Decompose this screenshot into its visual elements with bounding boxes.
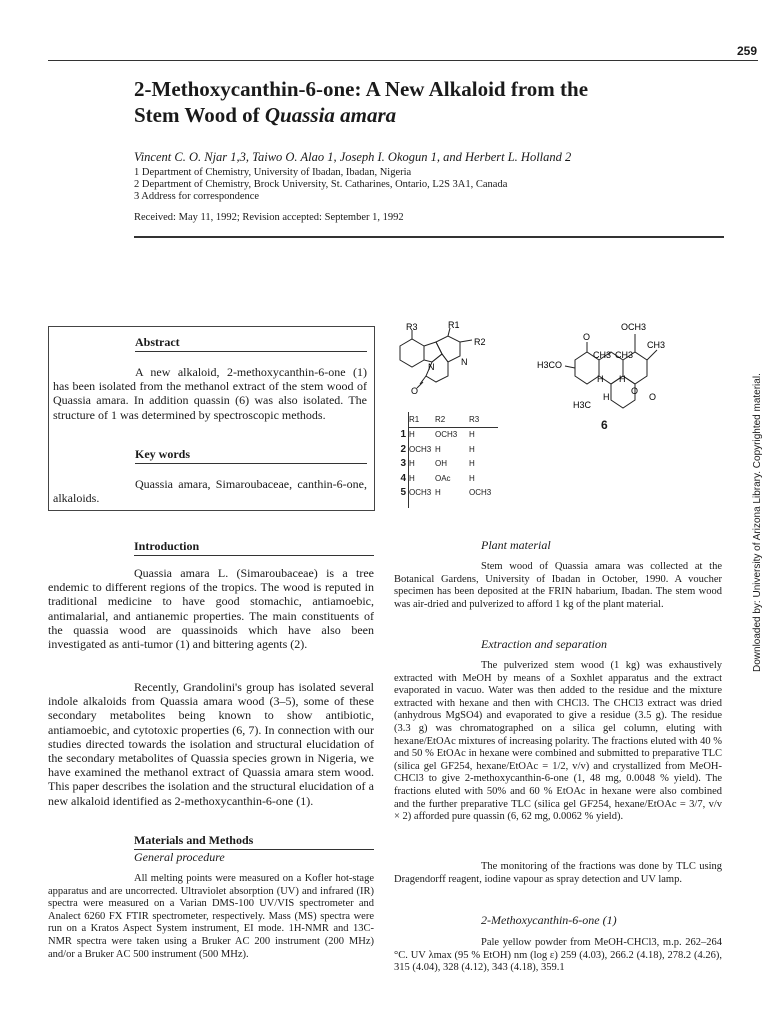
title-line-1: 2-Methoxycanthin-6-one: A New Alkaloid from the — [134, 77, 589, 101]
cell-r2: H — [435, 444, 441, 454]
cell-r2: OCH3 — [435, 430, 458, 440]
general-procedure-text: All melting points were measured on a Kofler hot-stage apparatus and are uncorrected. Ultraviolet absorption (UV) and infrared (IR) spectra were measured on a Varian DMS-100 UV/VIS spectrometer and Analect 6260 FX FTIR spectrometer, respectively. Mass (MS) spectra were run on a Kratos Aspect System instrument, EI mode. 1H-NMR and 13C-NMR spectra were taken using a Bruker AC 200 instrument (200 MHz) and/or a Bruker AC 500 instrument (500 MHz). — [48, 873, 374, 960]
cell-r1: H — [409, 459, 415, 469]
row-number: 3 — [400, 458, 406, 470]
group-ch3-b: CH3 — [615, 350, 634, 360]
introduction-rule — [134, 555, 374, 556]
group-o-lactone: O — [649, 392, 657, 402]
group-h-1: H — [597, 374, 604, 384]
table-header-r3: R3 — [469, 414, 480, 424]
label-r1: R1 — [448, 320, 460, 330]
affiliation-3: 3 Address for correspondence — [134, 191, 260, 202]
cell-r1: H — [409, 430, 415, 440]
extraction-text: The pulverized stem wood (1 kg) was exhaustively extracted with MeOH by means of a Soxhlet apparatus and the extract evaporated in vacuo. Water was then added to the residue and the mixture extracted with hexane and then with CHCl3. The CHCl3 extract was dried (anhydrous MgSO4) and evaporated to give a residue (3.5 g). The residue (3.3 g) was chromatographed on a silica gel column, eluting with hexane/EtOAc mixtures of increasing polarity. The fractions eluted with 40 % and 50 % EtOAc in hexane were combined and submitted to preparative TLC (silica gel GF254, hexane/EtOAc = 1/2, v/v) and crystallized from MeOH-CHCl3 to give 2-methoxycanthin-6-one (1, 48 mg, 0.0048 % yield). The fractions eluted with 50% and 60 % EtOAc in hexane were also combined and the further preparative TLC (silica gel GF254, hexane/EtOAc = 3/7, v/v × 2) afforded pure quassin (6, 62 mg, 0.0062 % yield). — [394, 660, 722, 823]
cell-r1: OCH3 — [409, 488, 432, 498]
page-number: 259 — [737, 44, 758, 58]
cell-r1: OCH3 — [409, 444, 432, 454]
label-r2: R2 — [474, 337, 486, 347]
table-row — [394, 486, 498, 501]
methoxy-bond-a — [565, 366, 575, 368]
table-row — [394, 442, 498, 457]
group-h-3: H — [603, 392, 610, 402]
title-line-2 — [134, 102, 724, 128]
plant-material-heading: Plant material — [481, 538, 551, 552]
label-n-pyridine: N — [461, 357, 468, 367]
compound-heading: 2-Methoxycanthin-6-one (1) — [481, 913, 617, 927]
affiliation-2: 2 Department of Chemistry, Brock University, St. Catharines, Ontario, L2S 3A1, Canada — [134, 179, 508, 190]
keywords-text: Quassia amara, Simaroubaceae, canthin-6-one, alkaloids. — [53, 477, 367, 506]
benzene-ring — [400, 339, 424, 367]
row-number: 5 — [400, 487, 406, 499]
group-h3c: H3C — [573, 400, 592, 410]
title-line-2-plain: Stem Wood of — [134, 103, 265, 127]
cell-r2: OAc — [435, 473, 451, 483]
table-row — [394, 471, 498, 486]
download-notice: Downloaded by: University of Arizona Library. Copyrighted material. — [752, 373, 763, 672]
received-rule — [134, 236, 724, 238]
group-h3co: H3CO — [537, 360, 563, 370]
pyridine-ring — [436, 336, 460, 362]
cell-r3: H — [469, 444, 475, 454]
cell-r3: H — [469, 430, 475, 440]
quassin-structure — [535, 318, 685, 418]
monitoring-text: The monitoring of the fractions was done by TLC using Dragendorff reagent, iodine vapour as spray detection and UV lamp. — [394, 861, 722, 885]
methyl-bond-c — [647, 350, 657, 360]
cell-r2: OH — [435, 459, 447, 469]
substituent-table — [394, 412, 498, 500]
label-r3: R3 — [406, 322, 418, 332]
row-number: 4 — [400, 472, 406, 484]
abstract-heading-rule — [135, 351, 367, 352]
group-och3-top: OCH3 — [621, 322, 647, 332]
authors: Vincent C. O. Njar 1,3, Taiwo O. Alao 1, Joseph I. Okogun 1, and Herbert L. Holland 2 — [134, 150, 572, 164]
label-carbonyl-o: O — [411, 386, 419, 396]
group-o-ring: O — [631, 386, 639, 396]
cell-r3: H — [469, 473, 475, 483]
label-n-indole: N — [428, 362, 435, 372]
received-date: Received: May 11, 1992; Revision accepted: September 1, 1992 — [134, 212, 404, 223]
row-number: 1 — [400, 429, 406, 441]
group-ch3-a: CH3 — [593, 350, 612, 360]
row-number: 2 — [400, 443, 406, 455]
abstract-box — [48, 326, 375, 511]
table-header-r1: R1 — [409, 414, 420, 424]
keywords-heading-rule — [135, 463, 367, 464]
paper-title — [134, 76, 724, 128]
quassin-label: 6 — [601, 418, 608, 432]
table-header-row — [409, 412, 498, 428]
r2-bond — [460, 340, 472, 342]
table-row — [394, 457, 498, 472]
methods-heading: Materials and Methods — [134, 833, 254, 847]
cell-r3: H — [469, 459, 475, 469]
cell-r1: H — [409, 473, 415, 483]
introduction-heading: Introduction — [134, 539, 200, 553]
table-header-r2: R2 — [435, 414, 446, 424]
carbonyl-bond — [420, 376, 426, 384]
general-procedure-heading: General procedure — [134, 850, 225, 864]
pyrrole-ring — [424, 342, 442, 362]
cell-r3: OCH3 — [469, 488, 492, 498]
cell-r2: H — [435, 488, 441, 498]
table-row — [394, 428, 498, 443]
abstract-text: A new alkaloid, 2-methoxycanthin-6-one (1) has been isolated from the methanol extract of the stem wood of Quassia amara. In addition quassin (6) was also isolated. The structure of 1 was determined by spectroscopic methods. — [53, 365, 367, 422]
affiliation-1: 1 Department of Chemistry, University of Ibadan, Ibadan, Nigeria — [134, 167, 412, 178]
title-line-2-italic: Quassia amara — [264, 103, 397, 127]
introduction-paragraph-1: Quassia amara L. (Simaroubaceae) is a tree endemic to different regions of the tropics. The wood is reputed in traditional medicine to have good stomachic, antiamoebic, antimalarial, and antianemic properties. The main constituents of the quassia wood are quassinoids which have also been investigated as anti-tumor (1) and bittering agents (2). — [48, 566, 374, 652]
abstract-heading: Abstract — [135, 335, 180, 349]
group-h-2: H — [619, 374, 626, 384]
canthinone-structure — [390, 318, 502, 410]
plant-material-text: Stem wood of Quassia amara was collected at the Botanical Gardens, University of Ibadan in October, 1990. A voucher specimen has been deposited at the FRIN habarium, Ibadan. The stem wood was air-dried and pulverized to afford 1 kg of the plant material. — [394, 561, 722, 610]
compound-text: Pale yellow powder from MeOH-CHCl3, m.p. 262–264 °C. UV λmax (95 % EtOH) nm (log ε) 259 (4.03), 266.2 (4.18), 278.2 (4.26), 315 (4.04), 328 (4.12), 343 (4.18), 359.1 — [394, 937, 722, 974]
table-vertical-rule — [408, 412, 409, 508]
group-o-ketone: O — [583, 332, 591, 342]
group-ch3-right: CH3 — [647, 340, 666, 350]
extraction-heading: Extraction and separation — [481, 637, 607, 651]
keywords-heading: Key words — [135, 447, 190, 461]
introduction-paragraph-2: Recently, Grandolini's group has isolated several indole alkaloids from Quassia amara wood (3–5), some of these secondary metabolites being known to show antibiotic, antiamoebic, and cytotoxic properties (6, 7). In connection with our studies directed towards the isolation and structural elucidation of the secondary metabolites of Quassia species grown in Nigeria, we have examined the methanol extract of Quassia amara stem wood. This paper describes the isolation and the structural elucidation of a new alkaloid identified as 2-methoxycanthin-6-one (1). — [48, 680, 374, 808]
header-rule — [48, 60, 758, 61]
